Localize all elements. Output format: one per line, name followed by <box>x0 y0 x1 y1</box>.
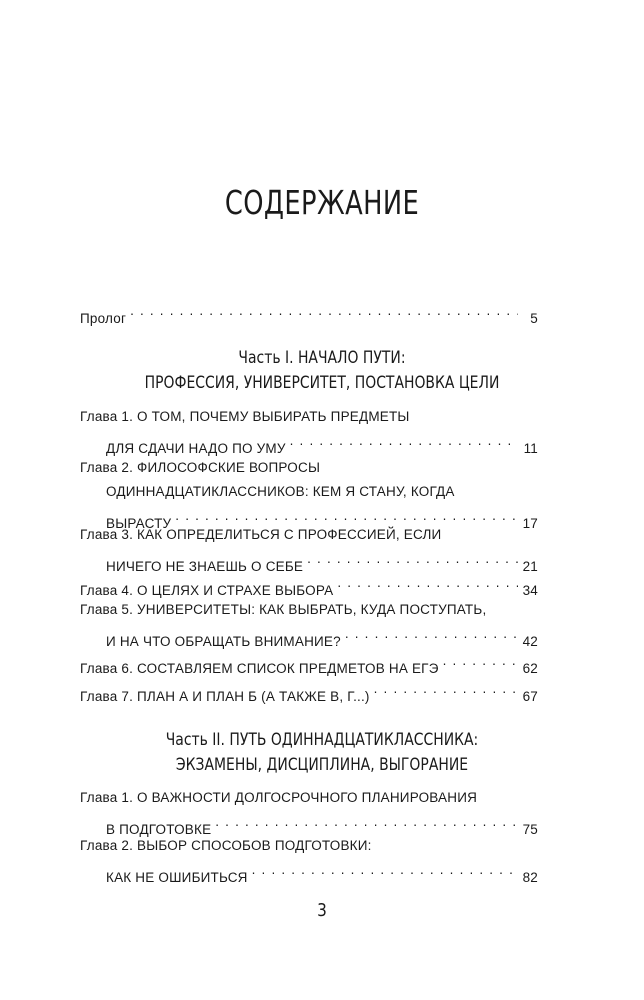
toc-entry-part1-chapter6[interactable] <box>80 649 538 676</box>
part1-heading-line2: ПРОФЕССИЯ, УНИВЕРСИТЕТ, ПОСТАНОВКА ЦЕЛИ <box>144 373 500 393</box>
toc-entry-part2-chapter1[interactable] <box>80 786 538 837</box>
dot-leader <box>374 677 518 701</box>
toc-entry-part1-chapter5[interactable] <box>80 598 538 649</box>
toc-entry-prologue[interactable] <box>80 299 538 326</box>
entry-title-line: Глава 3. КАК ОПРЕДЕЛИТЬСЯ С ПРОФЕССИЕЙ, ЕСЛИ <box>80 527 442 542</box>
entry-page-number: 75 <box>522 822 538 837</box>
part1-heading-line1: Часть I. НАЧАЛО ПУТИ: <box>238 348 406 368</box>
entry-title-line: ВЫРАСТУ <box>106 516 172 531</box>
entry-label: Пролог <box>80 311 127 326</box>
toc-entry-part1-chapter2[interactable] <box>80 456 538 531</box>
toc-entry-part1-chapter3[interactable] <box>80 523 538 574</box>
toc-entry-part2-chapter2[interactable] <box>80 834 538 885</box>
entry-title-line: Глава 5. УНИВЕРСИТЕТЫ: КАК ВЫБРАТЬ, КУДА ПОСТУПАТЬ, <box>80 602 487 617</box>
page-title: СОДЕРЖАНИЕ <box>224 183 420 222</box>
dot-leader <box>130 299 518 323</box>
dot-leader <box>337 571 518 595</box>
entry-title-line: Глава 6. СОСТАВЛЯЕМ СПИСОК ПРЕДМЕТОВ НА ЕГЭ <box>80 661 439 676</box>
dot-leader <box>443 649 518 673</box>
entry-title-line: ОДИННАДЦАТИКЛАССНИКОВ: КЕМ Я СТАНУ, КОГДА <box>106 484 455 499</box>
toc-entry-part1-chapter1[interactable] <box>80 405 538 456</box>
entry-page-number: 11 <box>523 441 538 456</box>
dot-leader <box>290 429 518 453</box>
entry-title-line: Глава 2. ВЫБОР СПОСОБОВ ПОДГОТОВКИ: <box>80 838 372 853</box>
entry-page-number: 82 <box>522 870 538 885</box>
page-number: 3 <box>317 900 327 921</box>
entry-title-line: Глава 2. ФИЛОСОФСКИЕ ВОПРОСЫ <box>80 460 321 475</box>
entry-title-line: НИЧЕГО НЕ ЗНАЕШЬ О СЕБЕ <box>106 559 304 574</box>
part2-heading-line1: Часть II. ПУТЬ ОДИННАДЦАТИКЛАССНИКА: <box>165 730 479 750</box>
entry-title-line: Глава 4. О ЦЕЛЯХ И СТРАХЕ ВЫБОРА <box>80 583 334 598</box>
entry-page-number: 34 <box>522 583 538 598</box>
part1-heading <box>0 346 644 396</box>
part2-heading-line2: ЭКЗАМЕНЫ, ДИСЦИПЛИНА, ВЫГОРАНИЕ <box>175 755 469 775</box>
dot-leader <box>215 810 518 834</box>
entry-page-number: 62 <box>522 661 538 676</box>
entry-title-line: Глава 1. О ТОМ, ПОЧЕМУ ВЫБИРАТЬ ПРЕДМЕТЫ <box>80 409 410 424</box>
toc-entry-part1-chapter4[interactable] <box>80 571 538 598</box>
dot-leader <box>307 547 518 571</box>
entry-page-number: 5 <box>530 311 538 326</box>
entry-title-line: В ПОДГОТОВКЕ <box>106 822 212 837</box>
part2-heading <box>0 728 644 778</box>
entry-page-number: 42 <box>522 634 538 649</box>
dot-leader <box>345 622 518 646</box>
toc-entry-part1-chapter7[interactable] <box>80 677 538 704</box>
entry-title-line: ДЛЯ СДАЧИ НАДО ПО УМУ <box>106 441 286 456</box>
entry-title-line: Глава 7. ПЛАН А И ПЛАН Б (А ТАКЖЕ В, Г...) <box>80 689 370 704</box>
entry-title-line: Глава 1. О ВАЖНОСТИ ДОЛГОСРОЧНОГО ПЛАНИРОВАНИЯ <box>80 790 478 805</box>
entry-title-line: КАК НЕ ОШИБИТЬСЯ <box>106 870 248 885</box>
entry-page-number: 21 <box>522 559 538 574</box>
entry-page-number: 67 <box>522 689 538 704</box>
entry-title-line: И НА ЧТО ОБРАЩАТЬ ВНИМАНИЕ? <box>106 634 341 649</box>
dot-leader <box>252 858 518 882</box>
entry-page-number: 17 <box>522 516 538 531</box>
